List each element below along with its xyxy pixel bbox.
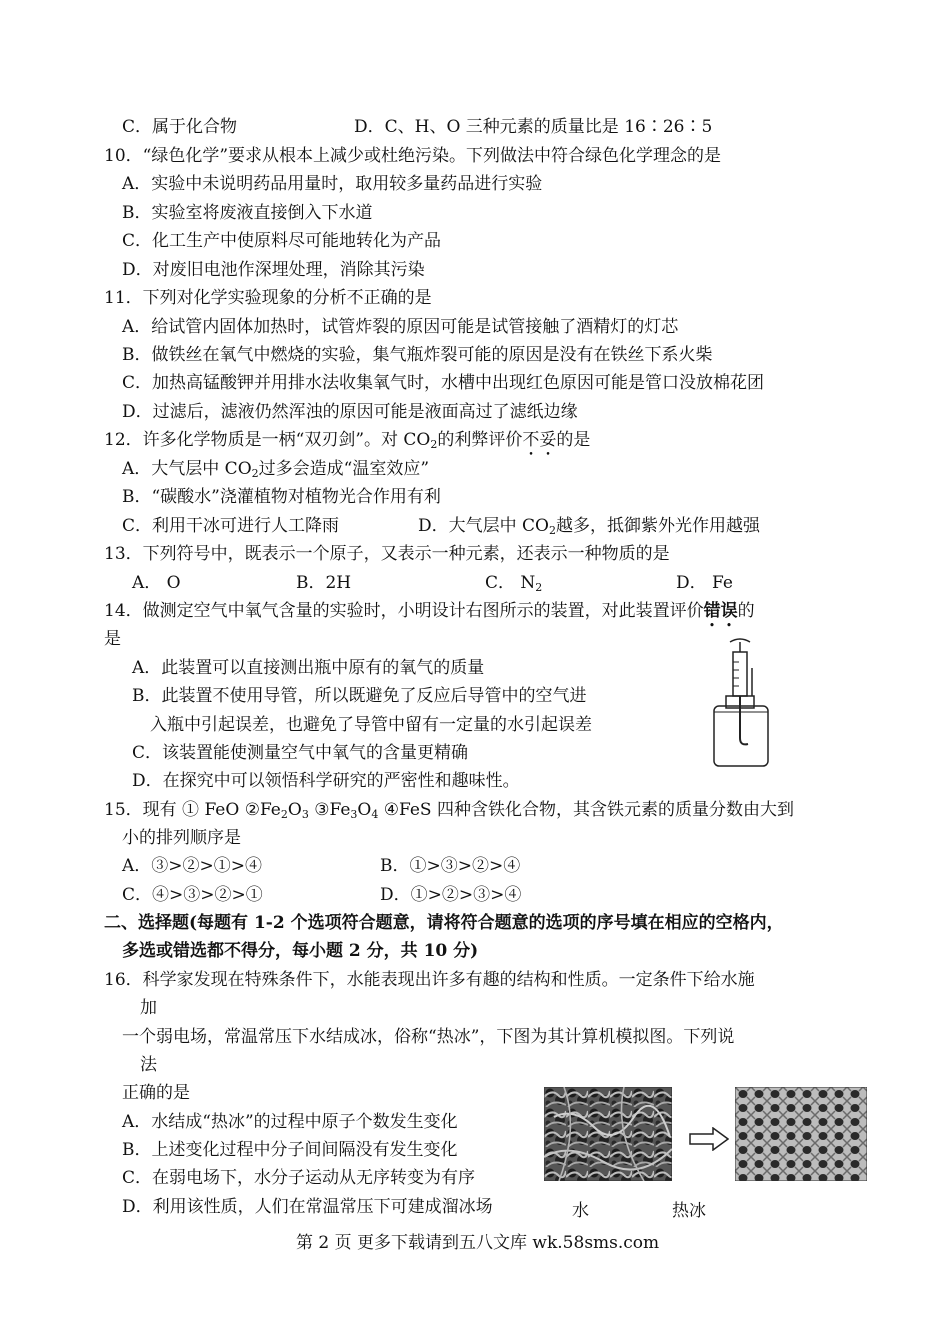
q13-option-a: A． O — [132, 573, 181, 593]
q15-option-d: D．①>②>③>④ — [380, 885, 522, 905]
q15-option-a: A．③>②>①>④ — [122, 856, 263, 876]
q16-option-d: D．利用该性质，人们在常温常压下可建成溜冰场 — [122, 1197, 493, 1217]
q16-stem-line1: 16．科学家发现在特殊条件下，水能表现出许多有趣的结构和性质。一定条件下给水施 — [104, 970, 755, 990]
q13-option-b: B．2H — [296, 573, 352, 593]
page-footer: 第 2 页 更多下载请到五八文库 wk.58sms.com — [296, 1233, 660, 1253]
emphasis-not-appropriate: 不妥 — [522, 430, 557, 450]
q12-option-d: D．大气层中 $CO_2$越多，抵御紫外光作用越强 — [418, 516, 760, 537]
water-simulation-image — [544, 1087, 672, 1181]
q9-option-d: D．C、H、O 三种元素的质量比是 16∶26∶5 — [354, 117, 713, 137]
syringe-bottle-apparatus-figure — [700, 638, 780, 770]
q14-option-b-line1: B．此装置不使用导管，所以既避免了反应后导管中的空气进 — [132, 686, 587, 706]
arrow-right-icon — [689, 1127, 729, 1151]
q12-option-a: A．大气层中 $CO_2$过多会造成“温室效应” — [122, 459, 430, 480]
q16-option-b: B．上述变化过程中分子间间隔没有发生变化 — [122, 1140, 458, 1160]
q16-stem-line1-wrap: 加 — [140, 998, 157, 1018]
q13-option-c: C． $N_2$ — [485, 573, 543, 594]
q11-option-a: A．给试管内固体加热时，试管炸裂的原因可能是试管接触了酒精灯的灯芯 — [122, 317, 679, 337]
q12-option-b: B．“碳酸水”浇灌植物对植物光合作用有利 — [122, 487, 441, 507]
q14-option-b-line2: 入瓶中引起误差，也避免了导管中留有一定量的水引起误差 — [150, 715, 592, 735]
q14-stem-line2: 是 — [104, 629, 121, 649]
q14-option-a: A．此装置可以直接测出瓶中原有的氧气的质量 — [132, 658, 485, 678]
q14-option-d: D．在探究中可以领悟科学研究的严密性和趣味性。 — [132, 771, 520, 791]
hot-ice-simulation-image — [735, 1087, 867, 1181]
q15-option-c: C．④>③>②>① — [122, 885, 263, 905]
q10-option-d: D．对废旧电池作深埋处理，消除其污染 — [122, 260, 425, 280]
q10-option-a: A．实验中未说明药品用量时，取用较多量药品进行实验 — [122, 174, 543, 194]
section-2-heading-line1: 二、选择题(每题有 1-2 个选项符合题意，请将符合题意的选项的序号填在相应的空格内， — [104, 913, 784, 933]
q11-option-c: C．加热高锰酸钾并用排水法收集氧气时，水槽中出现红色原因可能是管口没放棉花团 — [122, 373, 765, 393]
q11-stem: 11．下列对化学实验现象的分析不正确的是 — [104, 288, 432, 308]
q16-option-a: A．水结成“热冰”的过程中原子个数发生变化 — [122, 1112, 458, 1132]
q16-stem-line3: 正确的是 — [122, 1083, 190, 1103]
q12-stem: 12．许多化学物质是一柄“双刃剑”。对 $CO_2$的利弊评价不妥的是 — [104, 430, 591, 451]
q16-option-c: C．在弱电场下，水分子运动从无序转变为有序 — [122, 1168, 476, 1188]
q14-option-c: C．该装置能使测量空气中氧气的含量更精确 — [132, 743, 469, 763]
q14-stem: 14．做测定空气中氧气含量的实验时，小明设计右图所示的装置，对此装置评价错误的 — [104, 601, 755, 621]
q10-option-c: C．化工生产中使原料尽可能地转化为产品 — [122, 231, 442, 251]
q11-option-b: B．做铁丝在氧气中燃烧的实验，集气瓶炸裂可能的原因是没有在铁丝下系火柴 — [122, 345, 713, 365]
q16-stem-line2: 一个弱电场，常温常压下水结成冰，俗称“热冰”，下图为其计算机模拟图。下列说 — [122, 1027, 735, 1047]
q15-stem: 15．现有 ① FeO $②Fe_2O_3$ $③Fe_3O_4$ ④FeS 四种含铁化合物，其含铁元素的质量分数由大到 — [104, 800, 794, 821]
q12-option-c: C．利用干冰可进行人工降雨 — [122, 516, 340, 536]
section-2-heading-line2: 多选或错选都不得分，每小题 2 分，共 10 分) — [122, 941, 479, 961]
q10-stem: 10．“绿色化学”要求从根本上减少或杜绝污染。下列做法中符合绿色化学理念的是 — [104, 146, 722, 166]
q11-option-d: D．过滤后，滤液仍然浑浊的原因可能是液面高过了滤纸边缘 — [122, 402, 578, 422]
q9-option-c: C．属于化合物 — [122, 117, 238, 137]
q13-option-d: D． Fe — [676, 573, 733, 593]
q13-stem: 13．下列符号中，既表示一个原子，又表示一种元素，还表示一种物质的是 — [104, 544, 670, 564]
hot-ice-caption: 热冰 — [672, 1201, 706, 1221]
q10-option-b: B．实验室将废液直接倒入下水道 — [122, 203, 373, 223]
q16-stem-line2-wrap: 法 — [140, 1055, 157, 1075]
q15-stem-line2: 小的排列顺序是 — [122, 828, 241, 848]
water-caption: 水 — [572, 1201, 589, 1221]
emphasis-wrong: 错误 — [703, 601, 738, 621]
q15-option-b: B．①>③>②>④ — [380, 856, 521, 876]
